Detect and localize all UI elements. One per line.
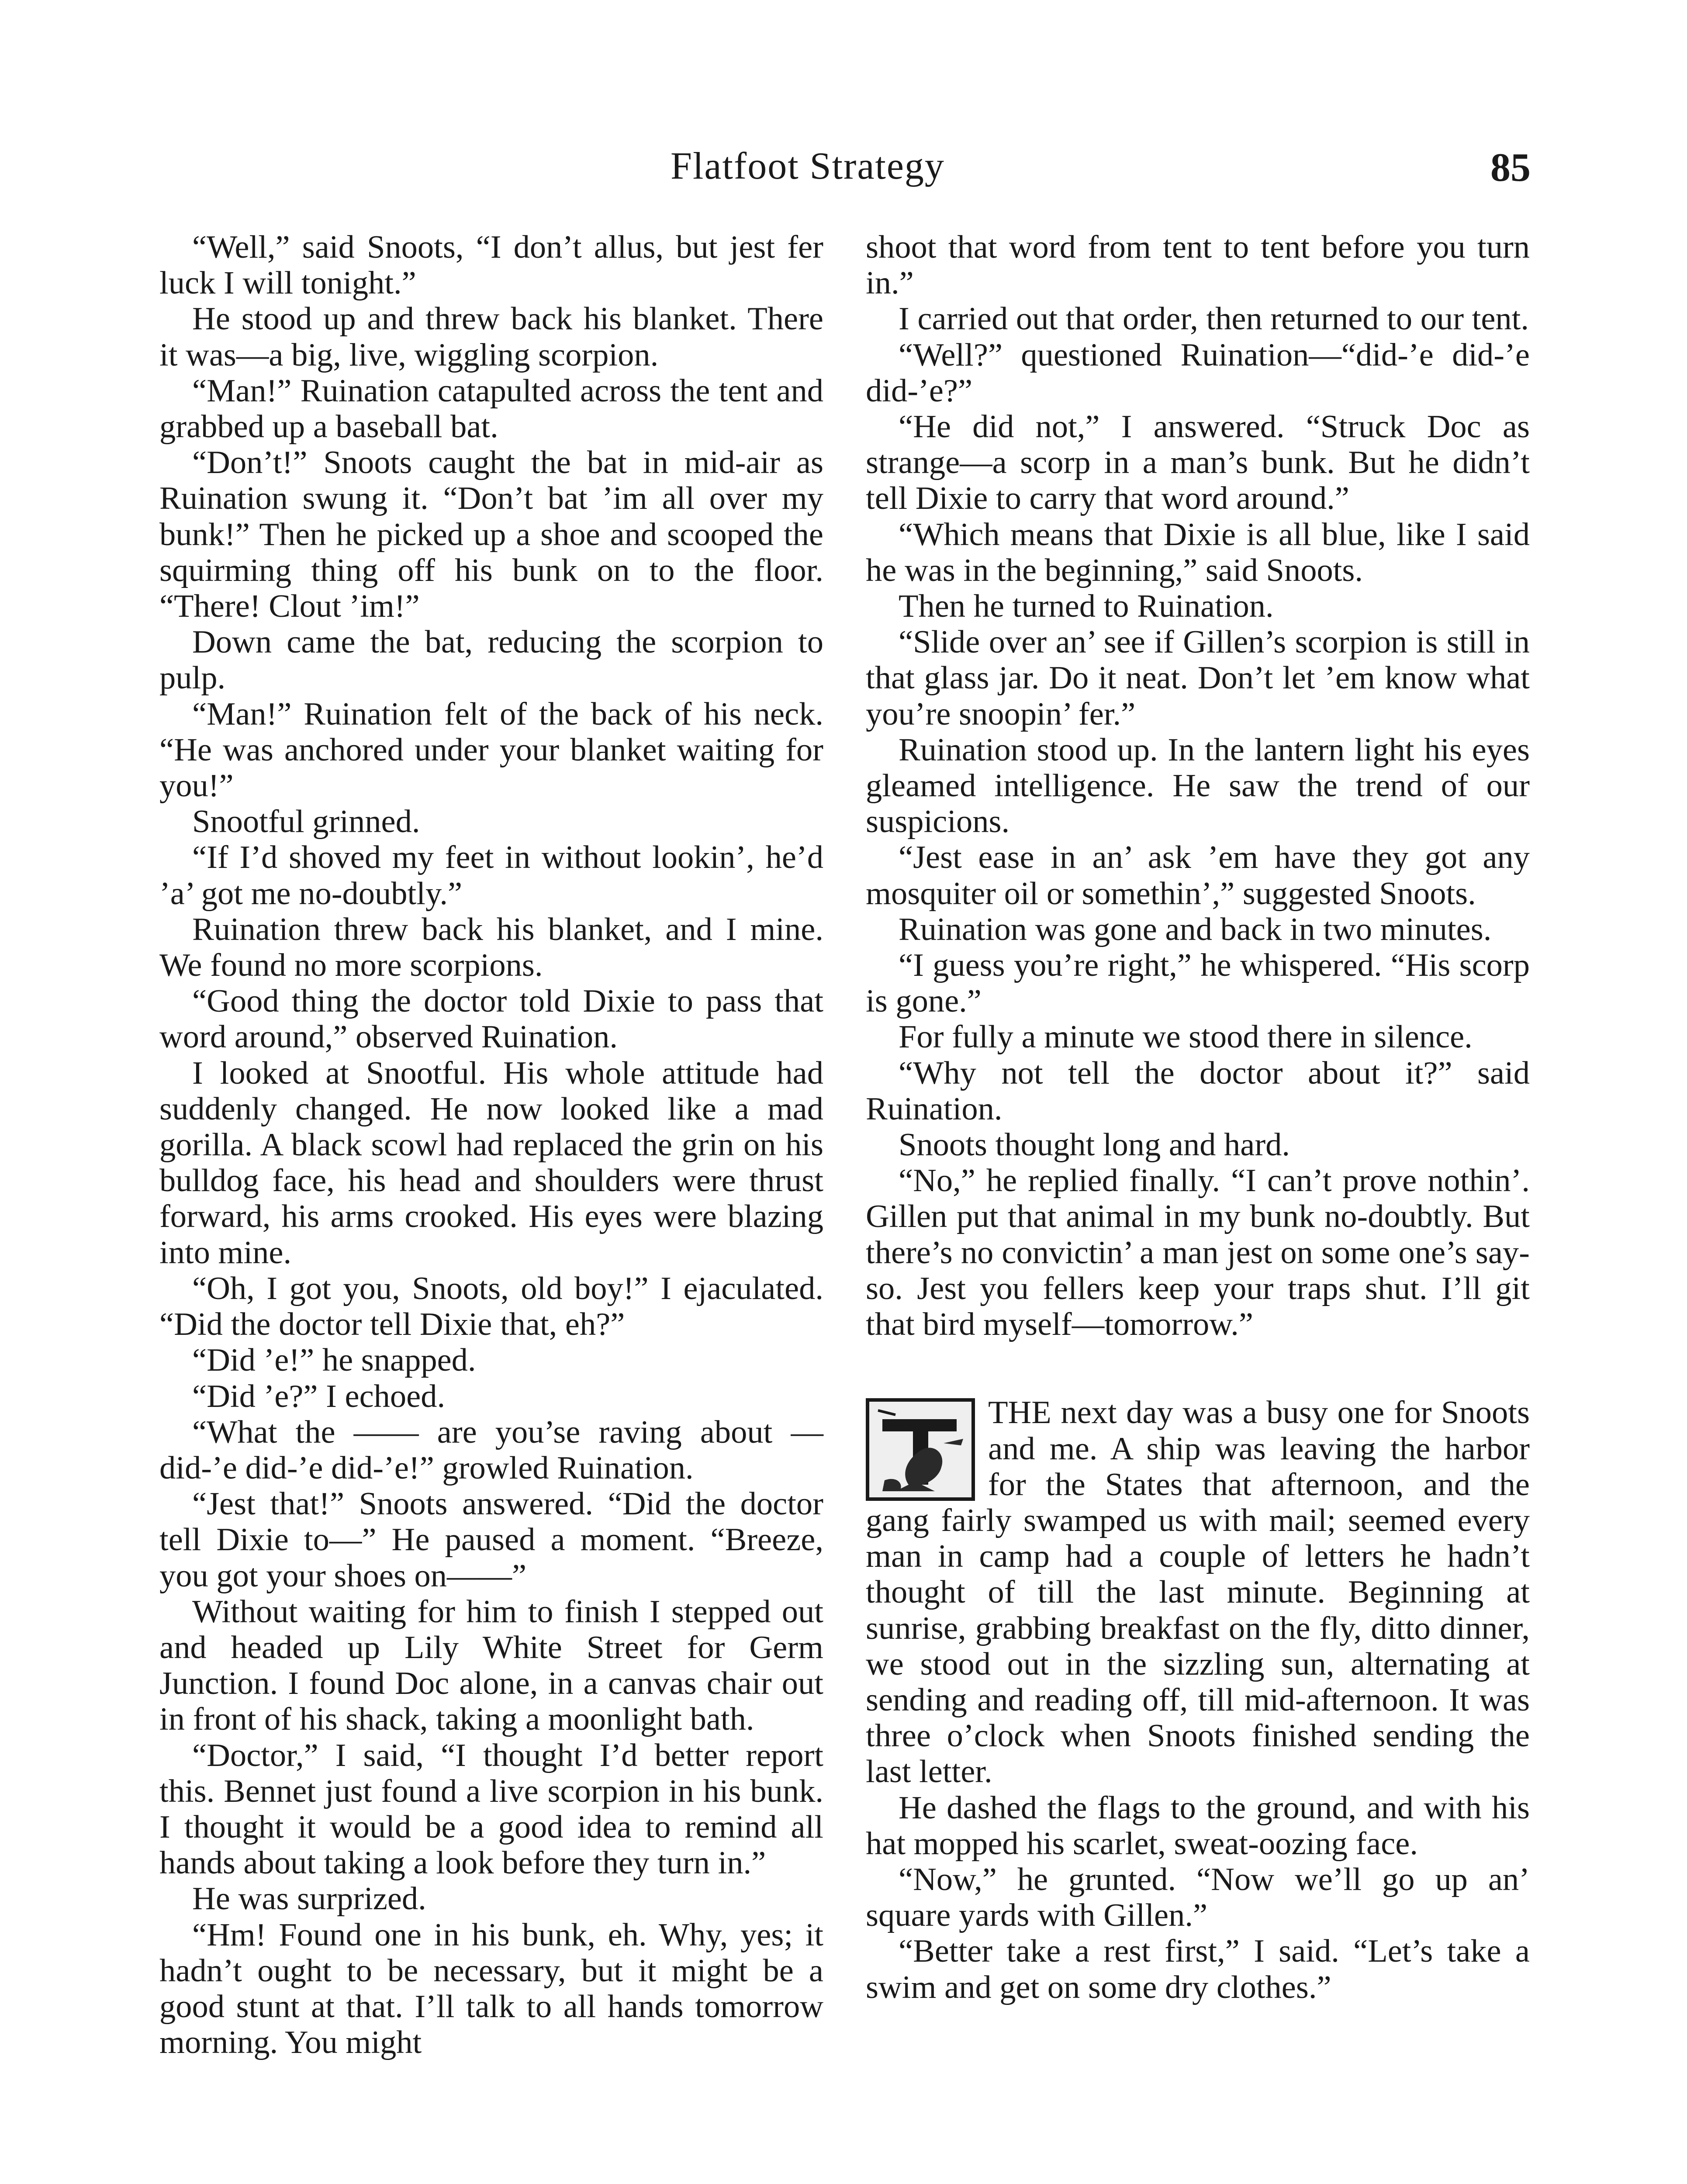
paragraph: “Hm! Found one in his bunk, eh. Why, yes; it hadn’t ought to be necessary, but it might be a good stunt at that. I’ll talk to all hands tomorrow morning. You might <box>159 1917 823 2061</box>
paragraph: “Which means that Dixie is all blue, like I said he was in the beginning,” said Snoots. <box>866 516 1530 588</box>
page-header <box>0 144 1687 205</box>
paragraph: “He did not,” I answered. “Struck Doc as strange—a scorp in a man’s bunk. But he didn’t tell Dixie to carry that word around.” <box>866 409 1530 517</box>
right-column <box>866 229 1530 2005</box>
paragraph: “Jest ease in an’ ask ’em have they got any mosquiter oil or somethin’,” suggested Snoots. <box>866 840 1530 912</box>
section-opening-text: THE next day was a busy one for Snoots and me. A ship was leaving the harbor for the States that afternoon, and the gang fairly swamped us with mail; seemed every man in camp had a couple of letters he hadn’t thought of till the last minute. Beginning at sunrise, grabbing breakfast on the fly, ditto dinner, we stood out in the sizzling sun, alternating at sending and reading off, till mid-afternoon. It was three o’clock when Snoots finished sending the last letter. <box>866 1395 1530 1790</box>
paragraph: Ruination was gone and back in two minutes. <box>899 911 1492 947</box>
page-number: 85 <box>1490 145 1531 190</box>
paragraph: “Don’t!” Snoots caught the bat in mid-air as Ruination swung it. “Don’t bat ’im all over my bunk!” Then he picked up a shoe and scooped the squirming thing off his bunk on to the floor. “There! Clout ’im!” <box>159 445 823 625</box>
section-break <box>866 1342 1530 1395</box>
paragraph: “If I’d shoved my feet in without lookin’, he’d ’a’ got me no-doubtly.” <box>159 840 823 912</box>
paragraph: “Better take a rest first,” I said. “Let’s take a swim and get on some dry clothes.” <box>866 1933 1530 2005</box>
paragraph: “Did ’e!” he snapped. <box>192 1342 476 1379</box>
running-title: Flatfoot Strategy <box>671 145 945 187</box>
paragraph: “Man!” Ruination catapulted across the tent and grabbed up a baseball bat. <box>159 373 823 445</box>
paragraph: “Now,” he grunted. “Now we’ll go up an’ square yards with Gillen.” <box>866 1861 1530 1934</box>
paragraph: “What the —— are you’se raving about —did-’e did-’e did-’e!” growled Ruination. <box>159 1414 823 1486</box>
paragraph: I carried out that order, then returned to our tent. <box>899 301 1529 337</box>
paragraph: “Slide over an’ see if Gillen’s scorpion is still in that glass jar. Do it neat. Don’t let ’em know what you’re snoopin’ fer.” <box>866 624 1530 732</box>
paragraph: Ruination threw back his blanket, and I mine. We found no more scorpions. <box>159 911 823 984</box>
paragraph: For fully a minute we stood there in silence. <box>899 1019 1473 1055</box>
paragraph: Down came the bat, reducing the scorpion to pulp. <box>159 624 823 696</box>
paragraph: I looked at Snootful. His whole attitude had suddenly changed. He now looked like a mad gorilla. A black scowl had replaced the grin on his bulldog face, his head and shoulders were thrust forward, his arms crooked. His eyes were blazing into mine. <box>159 1055 823 1271</box>
paragraph: Then he turned to Ruination. <box>899 588 1274 625</box>
paragraph: “Why not tell the doctor about it?” said Ruination. <box>866 1055 1530 1127</box>
paragraph: “Good thing the doctor told Dixie to pass that word around,” observed Ruination. <box>159 983 823 1055</box>
paragraph: “Doctor,” I said, “I thought I’d better report this. Bennet just found a live scorpion in his bunk. I thought it would be a good idea to remind all hands about taking a look before they turn in.” <box>159 1737 823 1881</box>
paragraph: He stood up and threw back his blanket. There it was—a big, live, wiggling scorpion. <box>159 301 823 373</box>
drop-cap-illustration <box>866 1398 975 1501</box>
paragraph: “I guess you’re right,” he whispered. “His scorp is gone.” <box>866 947 1530 1019</box>
paragraph: “No,” he replied finally. “I can’t prove nothin’. Gillen put that animal in my bunk no-doubtly. But there’s no convictin’ a man jest on some one’s say-so. Jest you fellers keep your traps shut. I’ll git that bird myself—tomorrow.” <box>866 1163 1530 1343</box>
paragraph: Snoots thought long and hard. <box>899 1127 1290 1163</box>
paragraph: “Oh, I got you, Snoots, old boy!” I ejaculated. “Did the doctor tell Dixie that, eh?” <box>159 1270 823 1343</box>
paragraph: Without waiting for him to finish I stepped out and headed up Lily White Street for Germ Junction. I found Doc alone, in a canvas chair out in front of his shack, taking a moonlight bath. <box>159 1593 823 1738</box>
paragraph: “Well?” questioned Ruination—“did-’e did-’e did-’e?” <box>866 337 1530 409</box>
paragraph: “Jest that!” Snoots answered. “Did the doctor tell Dixie to—” He paused a moment. “Breeze, you got your shoes on——” <box>159 1486 823 1594</box>
paragraph: “Did ’e?” I echoed. <box>192 1378 446 1414</box>
paragraph: Snootful grinned. <box>192 804 420 840</box>
paragraph: He was surprized. <box>192 1881 426 1917</box>
paragraph: He dashed the flags to the ground, and with his hat mopped his scarlet, sweat-oozing face. <box>866 1790 1530 1862</box>
paragraph-continued: shoot that word from tent to tent before you turn in.” <box>866 229 1530 301</box>
paragraph: “Well,” said Snoots, “I don’t allus, but jest fer luck I will tonight.” <box>159 229 823 301</box>
drop-cap-ornament-icon <box>869 1402 971 1497</box>
left-column <box>159 229 823 2060</box>
paragraph: “Man!” Ruination felt of the back of his neck. “He was anchored under your blanket waiting for you!” <box>159 696 823 804</box>
paragraph: Ruination stood up. In the lantern light his eyes gleamed intelligence. He saw the trend of our suspicions. <box>866 732 1530 840</box>
section-opening-paragraph <box>866 1395 1530 1790</box>
